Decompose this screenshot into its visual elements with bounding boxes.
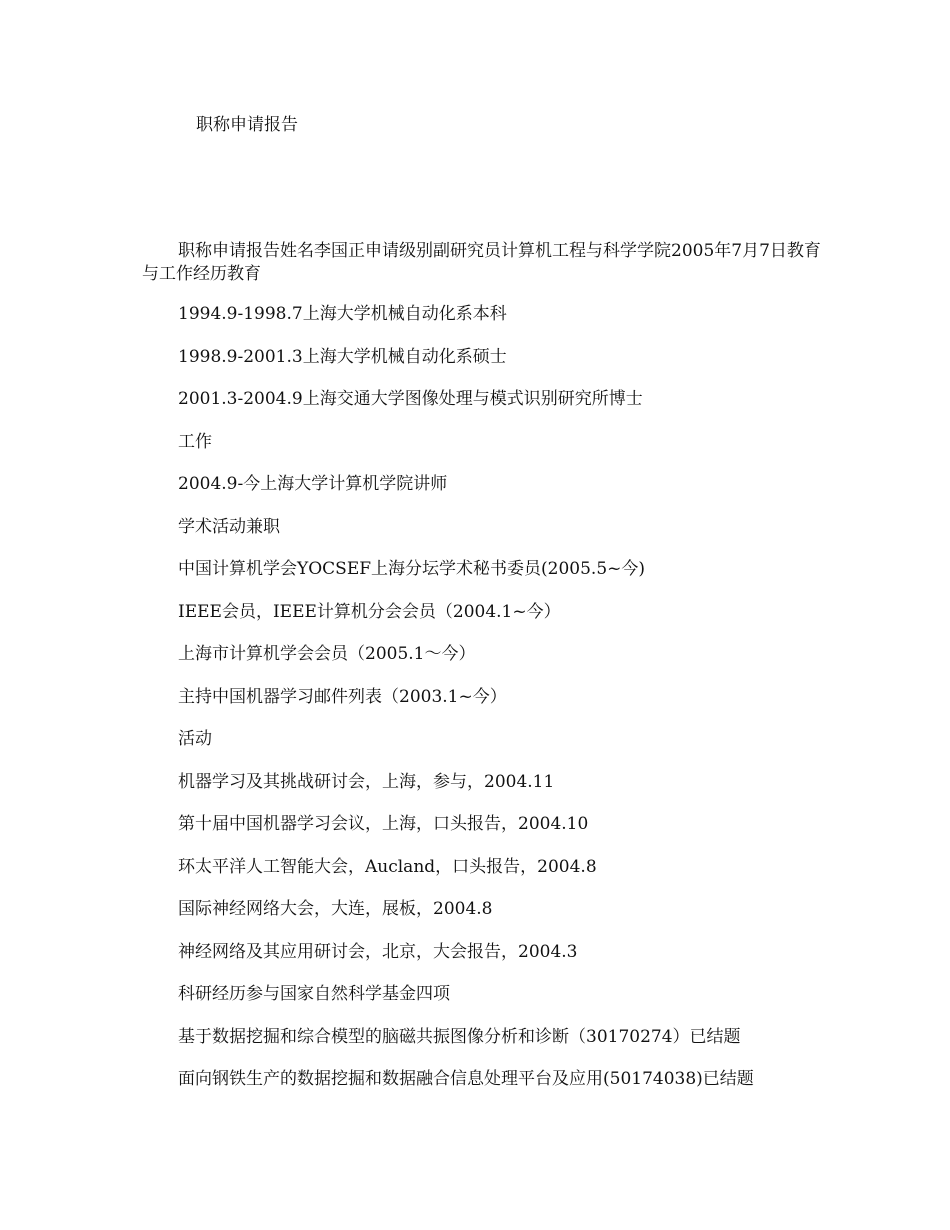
academic-mailing-list-line: 主持中国机器学习邮件列表（2003.1~今） — [178, 686, 507, 707]
edu-master-line: 1998.9-2001.3上海大学机械自动化系硕士 — [178, 346, 507, 367]
document-title: 职称申请报告 — [196, 115, 298, 135]
research-project-steel-line: 面向钢铁生产的数据挖掘和数据融合信息处理平台及应用(50174038)已结题 — [178, 1069, 754, 1089]
edu-phd-line: 2001.3-2004.9上海交通大学图像处理与模式识别研究所博士 — [178, 389, 643, 409]
academic-shanghai-society-line: 上海市计算机学会会员（2005.1～今） — [178, 644, 476, 664]
section-heading-work: 工作 — [178, 431, 212, 452]
activity-nn-workshop-line: 神经网络及其应用研讨会，北京，大会报告，2004.3 — [178, 941, 578, 962]
activity-cml-conference-line: 第十届中国机器学习会议，上海，口头报告，2004.10 — [178, 814, 589, 834]
section-heading-academic: 学术活动兼职 — [178, 516, 280, 537]
section-heading-activities: 活动 — [178, 729, 212, 749]
edu-bachelor-line: 1994.9-1998.7上海大学机械自动化系本科 — [178, 304, 507, 324]
activity-nn-conference-line: 国际神经网络大会，大连，展板，2004.8 — [178, 899, 493, 919]
content-lines — [178, 302, 878, 1110]
activity-ml-workshop-line: 机器学习及其挑战研讨会，上海，参与，2004.11 — [178, 771, 555, 792]
section-heading-research: 科研经历参与国家自然科学基金四项 — [178, 984, 450, 1004]
academic-ieee-line: IEEE会员，IEEE计算机分会会员（2004.1~今） — [178, 601, 561, 622]
intro-paragraph: 职称申请报告姓名李国正申请级别副研究员计算机工程与科学学院2005年7月7日教育与工作经历教育 — [142, 241, 821, 284]
academic-yocsef-line: 中国计算机学会YOCSEF上海分坛学术秘书委员(2005.5~今) — [178, 559, 646, 579]
activity-pricai-line: 环太平洋人工智能大会，Aucland，口头报告，2004.8 — [178, 856, 597, 877]
work-lecturer-line: 2004.9-今上海大学计算机学院讲师 — [178, 474, 448, 494]
research-project-mri-line: 基于数据挖掘和综合模型的脑磁共振图像分析和诊断（30170274）已结题 — [178, 1026, 741, 1047]
